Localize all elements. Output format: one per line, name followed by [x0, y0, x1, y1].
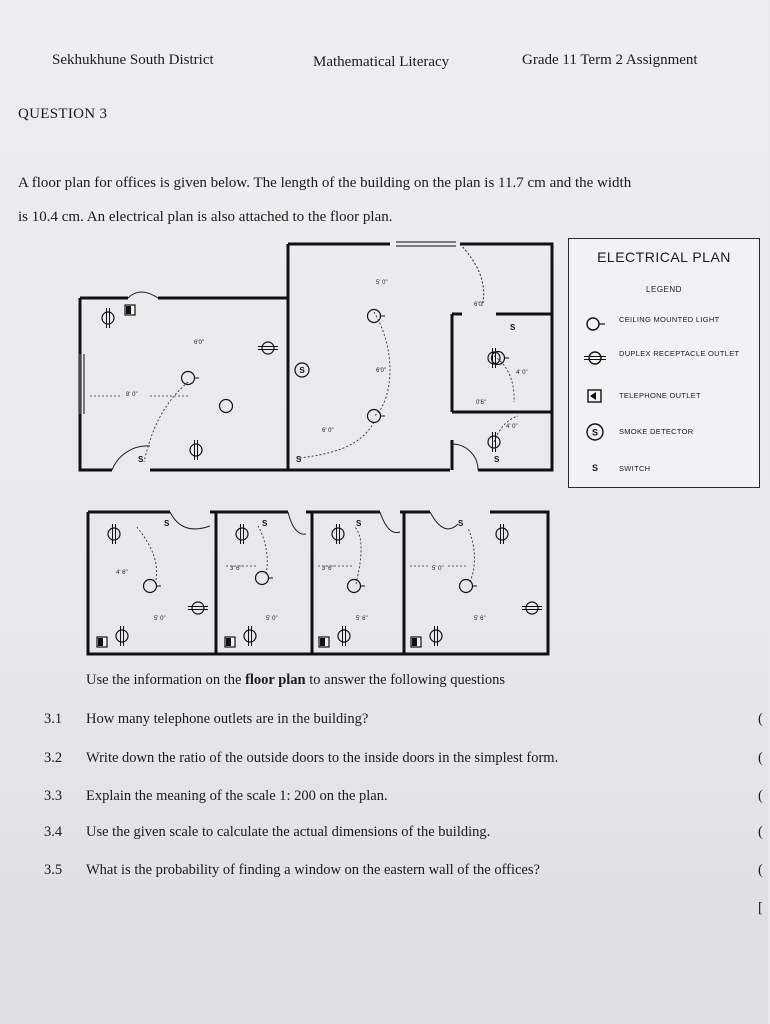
telephone-outlet-icon: [125, 305, 135, 315]
svg-text:S: S: [591, 427, 599, 438]
duplex-receptacle-icon: [244, 626, 256, 646]
duplex-receptacle-icon: [522, 602, 542, 614]
switch-label: S: [494, 455, 500, 464]
duplex-receptacle-icon: [496, 524, 508, 544]
header-subject: Mathematical Literacy: [313, 54, 450, 70]
telephone-outlet-icon: [225, 637, 235, 647]
duplex-receptacle-icon: [102, 308, 114, 328]
question-number: 3.3: [44, 788, 63, 804]
legend-item-label: TELEPHONE OUTLET: [619, 391, 701, 400]
header-district: Sekhukhune South District: [52, 52, 214, 68]
mark-bracket: (: [758, 788, 763, 804]
intro-line-1: A floor plan for offices is given below. The length of the building on the plan is 11.7 cm and the width: [18, 175, 632, 191]
dimension-label: 5' 6": [356, 616, 368, 622]
telephone-outlet-icon: [411, 637, 421, 647]
telephone-outlet-icon: [583, 385, 607, 407]
mark-bracket: (: [758, 711, 763, 727]
intro-paragraph: [18, 166, 770, 234]
instructions: [86, 672, 505, 689]
duplex-receptacle-icon: [583, 347, 607, 369]
duplex-receptacle-icon: [188, 602, 208, 614]
dimension-label: 3' 6": [322, 566, 334, 572]
legend-item-telephone-outlet: [583, 385, 753, 407]
dimension-label: 5' 0": [266, 616, 278, 622]
legend-item-label: SMOKE DETECTOR: [619, 427, 694, 436]
switch-label: S: [510, 323, 516, 332]
legend-item-duplex-receptacle: [583, 347, 753, 369]
dimension-label: 5' 0": [376, 280, 388, 286]
ceiling-light-icon: [144, 580, 162, 593]
ceiling-light-icon: [256, 572, 274, 585]
duplex-receptacle-icon: [108, 524, 120, 544]
dimension-label: 5' 0": [154, 616, 166, 622]
legend-subtitle: LEGEND: [646, 285, 682, 294]
header-grade: Grade 11 Term 2 Assignment: [522, 52, 698, 68]
question-number: 3.4: [44, 824, 63, 840]
margin-mark: [: [758, 900, 763, 916]
question-number: 3.2: [44, 750, 63, 766]
electrical-plan-legend: [568, 238, 760, 488]
duplex-receptacle-icon: [258, 342, 278, 354]
dimension-label: 6'0": [376, 368, 386, 374]
ceiling-light-icon: [583, 313, 607, 335]
mark-bracket: (: [758, 824, 763, 840]
duplex-receptacle-icon: [332, 524, 344, 544]
switch-label: S: [356, 519, 362, 528]
mark-bracket: (: [758, 750, 763, 766]
question-title: QUESTION 3: [18, 106, 108, 122]
dimension-label: 4' 0": [506, 424, 518, 430]
ceiling-light-icon: [220, 400, 233, 413]
ceiling-light-icon: [368, 410, 386, 423]
duplex-receptacle-icon: [116, 626, 128, 646]
floor-plan: S S S S S S S S S 5' 0" 6'0" 6'0" 8' 0" 6'0" 4' 0" 6' 0" 0'6" 4' 0" 4' 6" 3' 6" 3' 6" 5' 0" 5' 0" 5' 0" 5' 6" 5' 6": [70, 236, 560, 661]
question-number: 3.5: [44, 862, 63, 878]
duplex-receptacle-icon: [338, 626, 350, 646]
dimension-label: 4' 0": [516, 370, 528, 376]
mark-bracket: (: [758, 862, 763, 878]
legend-item-ceiling-light: [583, 313, 753, 335]
question-number: 3.1: [44, 711, 63, 727]
switch-label: S: [262, 519, 268, 528]
instructions-prefix: Use the information on the: [86, 672, 246, 688]
duplex-receptacle-icon: [430, 626, 442, 646]
dimension-label: 6'0": [474, 302, 484, 308]
switch-icon: S: [591, 463, 598, 473]
telephone-outlet-icon: [319, 637, 329, 647]
question-text: How many telephone outlets are in the building?: [86, 711, 369, 727]
dimension-label: 6' 0": [322, 428, 334, 434]
dimension-label: 0'6": [476, 400, 486, 406]
legend-item-label: SWITCH: [619, 464, 651, 473]
question-text: What is the probability of finding a window on the eastern wall of the offices?: [86, 862, 540, 878]
dimension-label: 3' 6": [230, 566, 242, 572]
switch-label: S: [296, 455, 302, 464]
duplex-receptacle-icon: [236, 524, 248, 544]
instructions-bold: floor plan: [245, 672, 306, 688]
smoke-detector-icon: [583, 421, 607, 443]
dimension-label: 6'0": [194, 340, 204, 346]
legend-title: ELECTRICAL PLAN: [597, 249, 731, 265]
duplex-receptacle-icon: [190, 440, 202, 460]
switch-label: S: [164, 519, 170, 528]
instructions-suffix: to answer the following questions: [305, 672, 505, 688]
smoke-detector-icon: [295, 363, 309, 377]
intro-line-2: is 10.4 cm. An electrical plan is also attached to the floor plan.: [18, 209, 393, 225]
legend-item-switch: [583, 457, 753, 479]
dimension-label: 5' 0": [432, 566, 444, 572]
ceiling-light-icon: [460, 580, 478, 593]
question-text: Explain the meaning of the scale 1: 200 on the plan.: [86, 788, 388, 804]
dimension-label: 5' 6": [474, 616, 486, 622]
switch-label: S: [458, 519, 464, 528]
legend-item-smoke-detector: [583, 421, 753, 443]
legend-item-label: DUPLEX RECEPTACLE OUTLET: [619, 349, 740, 358]
dimension-label: 4' 6": [116, 570, 128, 576]
question-text: Write down the ratio of the outside doors to the inside doors in the simplest form.: [86, 750, 559, 766]
dimension-label: 8' 0": [126, 392, 138, 398]
ceiling-light-icon: [348, 580, 366, 593]
question-text: Use the given scale to calculate the actual dimensions of the building.: [86, 824, 491, 840]
ceiling-light-icon: [182, 372, 200, 385]
legend-item-label: CEILING MOUNTED LIGHT: [619, 315, 720, 324]
telephone-outlet-icon: [97, 637, 107, 647]
switch-label: S: [138, 455, 144, 464]
